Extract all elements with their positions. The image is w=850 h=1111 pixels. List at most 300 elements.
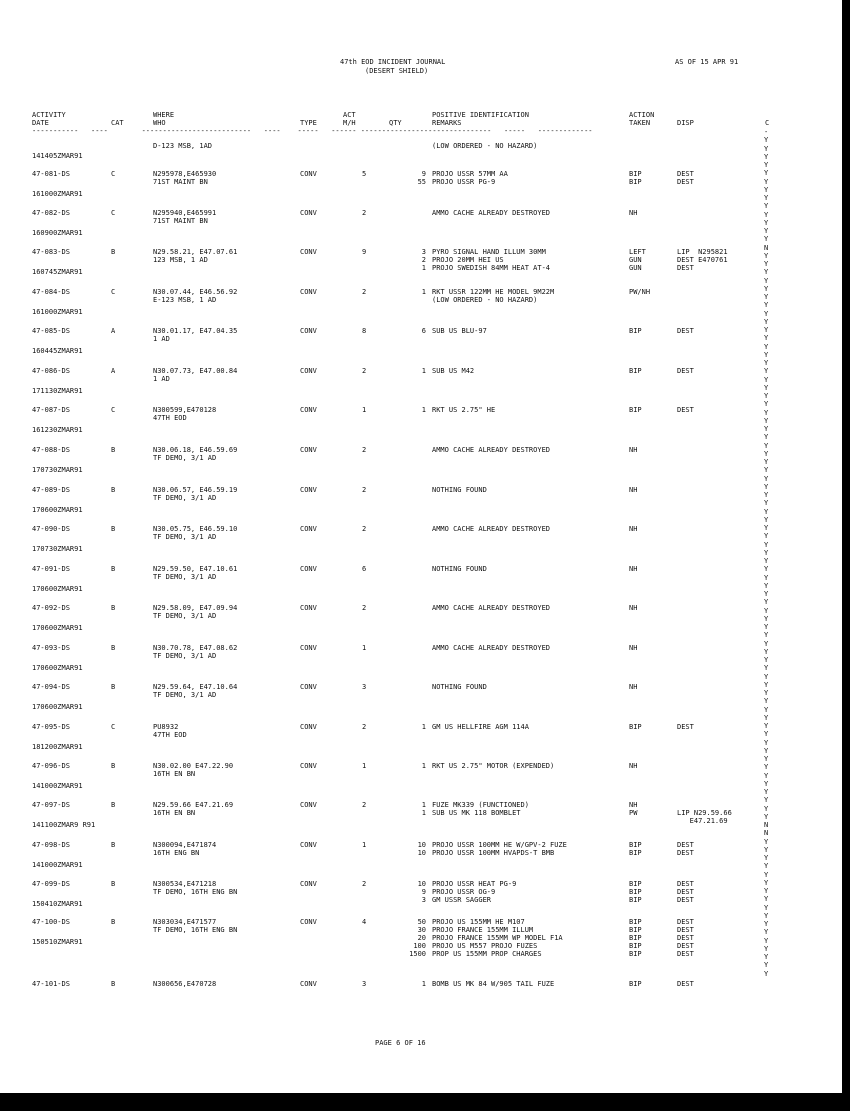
man-hours: 1 [362, 406, 367, 414]
activity-id: 47-081-DS [32, 170, 70, 178]
c-marker: Y [764, 317, 769, 326]
c-marker: Y [764, 763, 769, 772]
remarks: NOTHING FOUND [432, 486, 487, 494]
col-who: WHO [153, 119, 166, 127]
action-taken: BIP [629, 880, 642, 888]
quantity: 10 [417, 849, 426, 857]
type: CONV [300, 980, 317, 988]
c-marker: Y [764, 301, 769, 310]
action-taken: BIP [629, 723, 642, 731]
col-disp: DISP [677, 119, 694, 127]
disposition: DEST [677, 926, 694, 934]
date-time-group: 141405ZMAR91 [32, 152, 83, 160]
where-location: N29.58.09, E47.09.94 [153, 604, 238, 612]
c-marker: - [764, 128, 769, 136]
category: B [111, 841, 116, 849]
where-location: N30.07.73, E47.00.84 [153, 367, 238, 375]
activity-id: 47-082-DS [32, 209, 70, 217]
c-marker: Y [764, 581, 769, 590]
type: CONV [300, 170, 317, 178]
type: CONV [300, 604, 317, 612]
c-marker: Y [764, 507, 769, 516]
category: C [111, 288, 116, 296]
disposition: E47.21.69 [677, 817, 728, 825]
quantity: 1500 [409, 950, 426, 958]
c-marker: Y [764, 631, 769, 640]
action-taken: BIP [629, 896, 642, 904]
category: A [111, 327, 116, 335]
quantity: 1 [421, 801, 426, 809]
c-marker: Y [764, 697, 769, 706]
type: CONV [300, 367, 317, 375]
who-unit: TF DEMO, 3/1 AD [153, 573, 217, 581]
remarks: (LOW ORDERED - NO HAZARD) [432, 142, 538, 150]
type: CONV [300, 248, 317, 256]
c-marker: Y [764, 144, 769, 153]
quantity: 100 [413, 942, 426, 950]
quantity: 3 [421, 896, 426, 904]
remarks: AMMO CACHE ALREADY DESTROYED [432, 604, 551, 612]
activity-id: 47-098-DS [32, 841, 70, 849]
c-marker: Y [764, 614, 769, 623]
c-marker: Y [764, 573, 769, 582]
man-hours: 2 [362, 367, 367, 375]
type: CONV [300, 406, 317, 414]
c-marker: Y [764, 202, 769, 211]
remarks: RKT US 2.75" HE [432, 406, 496, 414]
date-time-group: 161000ZMAR91 [32, 190, 83, 198]
quantity: 1 [421, 762, 426, 770]
quantity: 20 [417, 934, 426, 942]
man-hours: 2 [362, 446, 367, 454]
remarks: PROJO USSR OG-9 [432, 888, 496, 896]
man-hours: 1 [362, 644, 367, 652]
remarks: PROJO US 155MM HE M107 [432, 918, 525, 926]
category: B [111, 604, 116, 612]
remarks: PROJO USSR 100MM HVAPDS-T BMB [432, 849, 555, 857]
c-marker: Y [764, 260, 769, 268]
c-marker: Y [764, 458, 769, 466]
date-time-group: 171130ZMAR91 [32, 387, 83, 395]
c-marker: Y [764, 928, 769, 937]
who-unit: 1 AD [153, 335, 170, 343]
remarks: PROJO US M557 PROJO FUZES [432, 942, 538, 950]
c-marker: Y [764, 656, 769, 664]
activity-id: 47-086-DS [32, 367, 70, 375]
as-of-date: AS OF 15 APR 91 [675, 58, 739, 66]
c-marker: Y [764, 796, 769, 805]
remarks: RKT USSR 122MM HE MODEL 9M22M [432, 288, 555, 296]
who-unit: TF DEMO, 3/1 AD [153, 454, 217, 462]
c-marker: Y [764, 449, 769, 458]
col-mh: M/H [343, 119, 356, 127]
col-remarks: REMARKS [432, 119, 462, 127]
action-taken: NH [629, 446, 638, 454]
category: C [111, 723, 116, 731]
man-hours: 2 [362, 486, 367, 494]
action-taken: BIP [629, 934, 642, 942]
activity-id: 47-095-DS [32, 723, 70, 731]
page-number: PAGE 6 OF 16 [375, 1039, 426, 1047]
col-cat: CAT [111, 119, 124, 127]
action-taken: NH [629, 644, 638, 652]
c-marker: Y [764, 961, 769, 970]
c-marker: Y [764, 185, 769, 194]
type: CONV [300, 918, 317, 926]
quantity: 6 [421, 327, 426, 335]
c-marker: Y [764, 433, 769, 442]
col-date: DATE [32, 119, 49, 127]
action-taken: BIP [629, 178, 642, 186]
disposition: DEST [677, 950, 694, 958]
c-marker: Y [764, 779, 769, 788]
date-time-group: 160745ZMAR91 [32, 268, 83, 276]
disposition: DEST [677, 367, 694, 375]
activity-id: 47-096-DS [32, 762, 70, 770]
disposition: DEST [677, 406, 694, 414]
man-hours: 2 [362, 525, 367, 533]
quantity: 1 [421, 723, 426, 731]
where-location: N30.06.18, E46.59.69 [153, 446, 238, 454]
action-taken: GUN [629, 264, 642, 272]
remarks: SUB US M42 [432, 367, 475, 375]
action-taken: GUN [629, 256, 642, 264]
disposition: DEST [677, 723, 694, 731]
header-rule: ----------- ---- -------------------------- ---- ----- ------ ------------------------------- ----- ------------- [32, 127, 593, 135]
journal-title: 47th EOD INCIDENT JOURNAL [340, 58, 446, 66]
remarks: PROJO SWEDISH 84MM HEAT AT-4 [432, 264, 551, 272]
where-location: N30.06.57, E46.59.19 [153, 486, 238, 494]
c-marker: Y [764, 482, 769, 491]
action-taken: BIP [629, 367, 642, 375]
type: CONV [300, 841, 317, 849]
remarks: RKT US 2.75" MOTOR (EXPENDED) [432, 762, 555, 770]
c-marker: Y [764, 903, 769, 912]
col-act: ACT [343, 111, 356, 119]
c-marker: Y [764, 557, 769, 565]
quantity: 1 [421, 367, 426, 375]
c-marker: Y [764, 647, 769, 656]
type: CONV [300, 486, 317, 494]
category: B [111, 880, 116, 888]
c-marker: Y [764, 350, 769, 359]
date-time-group: 160445ZMAR91 [32, 347, 83, 355]
quantity: 1 [421, 288, 426, 296]
who-unit: TF DEMO, 3/1 AD [153, 612, 217, 620]
c-marker: N [764, 821, 769, 829]
date-time-group: 141000ZMAR91 [32, 861, 83, 869]
where-location: N30.05.75, E46.59.10 [153, 525, 238, 533]
disposition: LIP N295821 [677, 248, 728, 256]
action-taken: BIP [629, 950, 642, 958]
disposition: DEST [677, 942, 694, 950]
action-taken: BIP [629, 849, 642, 857]
c-marker: Y [764, 375, 769, 384]
action-taken: PW [629, 809, 638, 817]
c-marker: Y [764, 870, 769, 879]
category: B [111, 525, 116, 533]
quantity: 1 [421, 980, 426, 988]
c-marker: Y [764, 210, 769, 219]
disposition: DEST [677, 888, 694, 896]
date-time-group: 170600ZMAR91 [32, 585, 83, 593]
c-marker: Y [764, 895, 769, 904]
remarks: NOTHING FOUND [432, 565, 487, 573]
col-qty: QTY [389, 119, 402, 127]
action-taken: NH [629, 604, 638, 612]
activity-id: 47-099-DS [32, 880, 70, 888]
c-marker: Y [764, 746, 769, 755]
where-location: N30.07.44, E46.56.92 [153, 288, 238, 296]
c-marker: Y [764, 837, 769, 846]
action-taken: BIP [629, 406, 642, 414]
activity-id: 47-085-DS [32, 327, 70, 335]
where-location: PU8932 [153, 723, 179, 731]
where-location: N300094,E471874 [153, 841, 217, 849]
c-marker: Y [764, 969, 769, 978]
date-time-group: 141100ZMAR9 R91 [32, 821, 96, 829]
man-hours: 6 [362, 565, 367, 573]
c-marker: Y [764, 953, 769, 961]
action-taken: NH [629, 801, 638, 809]
who-unit: 123 MSB, 1 AD [153, 256, 208, 264]
c-marker: Y [764, 334, 769, 343]
c-marker: Y [764, 713, 769, 722]
remarks: GM US HELLFIRE AGM 114A [432, 723, 529, 731]
c-marker: Y [764, 326, 769, 334]
c-marker: Y [764, 466, 769, 475]
action-taken: PW/NH [629, 288, 651, 296]
col-action: ACTION [629, 111, 655, 119]
man-hours: 9 [362, 248, 367, 256]
date-time-group: 170730ZMAR91 [32, 466, 83, 474]
where-location: N30.02.00 E47.22.90 [153, 762, 234, 770]
man-hours: 3 [362, 683, 367, 691]
type: CONV [300, 327, 317, 335]
who-unit: 16TH EN BN [153, 809, 196, 817]
date-time-group: 170600ZMAR91 [32, 703, 83, 711]
c-marker: Y [764, 491, 769, 499]
category: B [111, 918, 116, 926]
action-taken: NH [629, 209, 638, 217]
date-time-group: 160900ZMAR91 [32, 229, 83, 237]
disposition: DEST [677, 264, 694, 272]
man-hours: 2 [362, 801, 367, 809]
c-marker: Y [764, 284, 769, 293]
remarks: AMMO CACHE ALREADY DESTROYED [432, 209, 551, 217]
where-location: N303034,E471577 [153, 918, 217, 926]
remarks: PROJO USSR PG-9 [432, 178, 496, 186]
where-location: N295940,E465991 [153, 209, 217, 217]
action-taken: NH [629, 762, 638, 770]
c-marker: Y [764, 416, 769, 425]
activity-id: 47-090-DS [32, 525, 70, 533]
who-unit: D-123 MSB, 1AD [153, 142, 213, 150]
c-marker: Y [764, 342, 769, 351]
activity-id: 47-083-DS [32, 248, 70, 256]
type: CONV [300, 525, 317, 533]
action-taken: BIP [629, 841, 642, 849]
c-marker: Y [764, 548, 769, 557]
c-marker: Y [764, 664, 769, 673]
date-time-group: 141000ZMAR91 [32, 782, 83, 790]
c-marker: Y [764, 425, 769, 433]
type: CONV [300, 801, 317, 809]
action-taken: NH [629, 565, 638, 573]
c-marker: Y [764, 408, 769, 417]
col-taken: TAKEN [629, 119, 651, 127]
quantity: 1 [421, 264, 426, 272]
man-hours: 1 [362, 841, 367, 849]
quantity: 55 [417, 178, 426, 186]
action-taken: NH [629, 525, 638, 533]
remarks: PROJO 20MM HEI US [432, 256, 504, 264]
man-hours: 3 [362, 980, 367, 988]
date-time-group: 161230ZMAR91 [32, 426, 83, 434]
remarks: PROJO FRANCE 155MM WP MODEL F1A [432, 934, 563, 942]
who-unit: 71ST MAINT BN [153, 217, 208, 225]
action-taken: NH [629, 683, 638, 691]
c-marker: Y [764, 788, 769, 796]
c-marker: Y [764, 689, 769, 697]
activity-id: 47-088-DS [32, 446, 70, 454]
activity-id: 47-094-DS [32, 683, 70, 691]
type: CONV [300, 565, 317, 573]
remarks: AMMO CACHE ALREADY DESTROYED [432, 446, 551, 454]
remarks: (LOW ORDERED - NO HAZARD) [432, 296, 538, 304]
action-taken: NH [629, 486, 638, 494]
c-marker: Y [764, 854, 769, 862]
disposition: DEST [677, 980, 694, 988]
quantity: 1 [421, 406, 426, 414]
disposition: DEST [677, 841, 694, 849]
man-hours: 8 [362, 327, 367, 335]
date-time-group: 170600ZMAR91 [32, 624, 83, 632]
c-marker: Y [764, 268, 769, 277]
c-marker: Y [764, 194, 769, 202]
category: A [111, 367, 116, 375]
category: B [111, 980, 116, 988]
c-marker: Y [764, 400, 769, 409]
who-unit: TF DEMO, 3/1 AD [153, 533, 217, 541]
c-marker: Y [764, 309, 769, 318]
activity-id: 47-100-DS [32, 918, 70, 926]
c-marker: Y [764, 565, 769, 574]
who-unit: 16TH EN BN [153, 770, 196, 778]
remarks: GM USSR SAGGER [432, 896, 492, 904]
type: CONV [300, 723, 317, 731]
remarks: AMMO CACHE ALREADY DESTROYED [432, 644, 551, 652]
date-time-group: 161000ZMAR91 [32, 308, 83, 316]
disposition: DEST E470761 [677, 256, 728, 264]
disposition: DEST [677, 934, 694, 942]
c-marker: Y [764, 532, 769, 541]
remarks: SUB US MK 118 BOMBLET [432, 809, 521, 817]
disposition: DEST [677, 170, 694, 178]
scan-edge-right [842, 0, 850, 1093]
type: CONV [300, 288, 317, 296]
disposition: DEST [677, 327, 694, 335]
man-hours: 5 [362, 170, 367, 178]
col-posid: POSITIVE IDENTIFICATION [432, 111, 529, 119]
who-unit: TF DEMO, 3/1 AD [153, 691, 217, 699]
c-marker: Y [764, 293, 769, 301]
who-unit: 16TH ENG BN [153, 849, 200, 857]
c-marker: Y [764, 730, 769, 739]
c-marker: Y [764, 276, 769, 285]
remarks: BOMB US MK 84 W/905 TAIL FUZE [432, 980, 555, 988]
type: CONV [300, 683, 317, 691]
remarks: FUZE MK339 (FUNCTIONED) [432, 801, 529, 809]
c-marker: Y [764, 169, 769, 178]
scan-edge-bottom [0, 1093, 850, 1111]
quantity: 30 [417, 926, 426, 934]
action-taken: BIP [629, 980, 642, 988]
c-marker: Y [764, 441, 769, 450]
date-time-group: 150410ZMAR91 [32, 900, 83, 908]
c-marker: Y [764, 705, 769, 714]
activity-id: 47-084-DS [32, 288, 70, 296]
man-hours: 2 [362, 723, 367, 731]
quantity: 10 [417, 841, 426, 849]
action-taken: BIP [629, 942, 642, 950]
where-location: N30.01.17, E47.04.35 [153, 327, 238, 335]
type: CONV [300, 209, 317, 217]
quantity: 9 [421, 170, 426, 178]
c-marker: Y [764, 515, 769, 524]
activity-id: 47-087-DS [32, 406, 70, 414]
who-unit: TF DEMO, 16TH ENG BN [153, 888, 238, 896]
type: CONV [300, 880, 317, 888]
c-marker: Y [764, 474, 769, 483]
where-location: N300656,E470728 [153, 980, 217, 988]
remarks: AMMO CACHE ALREADY DESTROYED [432, 525, 551, 533]
c-marker: Y [764, 367, 769, 376]
c-marker: Y [764, 161, 769, 169]
remarks: NOTHING FOUND [432, 683, 487, 691]
action-taken: BIP [629, 918, 642, 926]
quantity: 3 [421, 248, 426, 256]
man-hours: 4 [362, 918, 367, 926]
category: B [111, 644, 116, 652]
c-marker: N [764, 243, 769, 252]
where-location: N29.59.50, E47.10.61 [153, 565, 238, 573]
category: C [111, 209, 116, 217]
date-time-group: 181200ZMAR91 [32, 743, 83, 751]
where-location: N300534,E471218 [153, 880, 217, 888]
c-marker: Y [764, 920, 769, 928]
where-location: N29.59.64, E47.10.64 [153, 683, 238, 691]
quantity: 10 [417, 880, 426, 888]
activity-id: 47-093-DS [32, 644, 70, 652]
date-time-group: 170600ZMAR91 [32, 664, 83, 672]
who-unit: TF DEMO, 16TH ENG BN [153, 926, 238, 934]
who-unit: E-123 MSB, 1 AD [153, 296, 217, 304]
category: B [111, 762, 116, 770]
action-taken: LEFT [629, 248, 646, 256]
remarks: PROJO FRANCE 155MM ILLUM [432, 926, 534, 934]
disposition: LIP N29.59.66 [677, 809, 732, 817]
remarks: PROJO USSR 100MM HE W/GPV-2 FUZE [432, 841, 567, 849]
action-taken: BIP [629, 926, 642, 934]
who-unit: 47TH EOD [153, 731, 187, 739]
col-type: TYPE [300, 119, 317, 127]
category: B [111, 801, 116, 809]
who-unit: 47TH EOD [153, 414, 187, 422]
c-marker: Y [764, 152, 769, 161]
activity-id: 47-092-DS [32, 604, 70, 612]
remarks: PROJO USSR 57MM AA [432, 170, 508, 178]
